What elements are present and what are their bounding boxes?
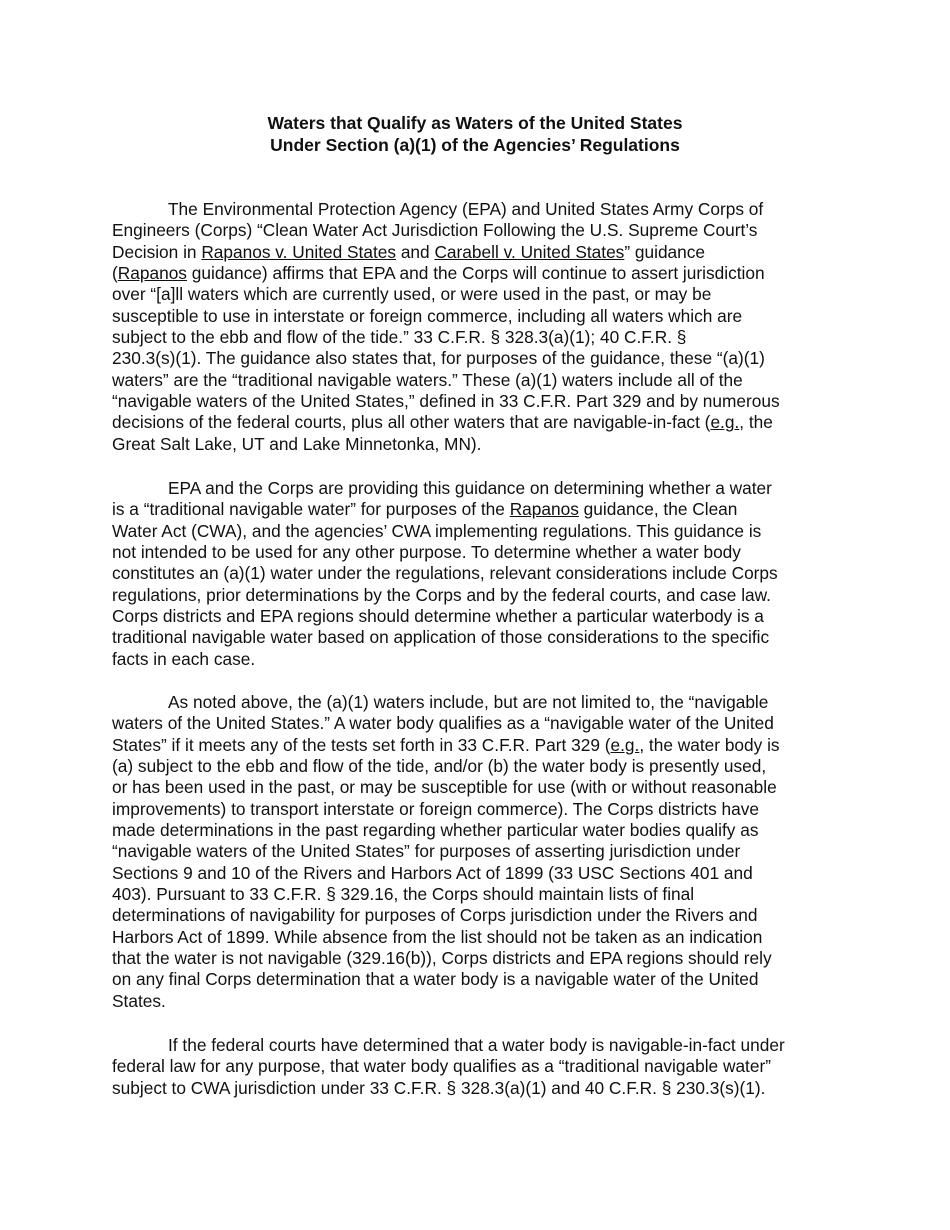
text-segment: determinations of navigability for purposes of Corps jurisdiction under the Rivers and — [112, 905, 758, 926]
text-segment: EPA and the Corps are providing this guidance on determining whether a water — [168, 478, 772, 498]
text-line — [112, 991, 838, 1012]
text-segment: is a “traditional navigable water” for purposes of the — [112, 499, 510, 520]
text-segment: If the federal courts have determined that a water body is navigable-in-fact under — [168, 1035, 785, 1055]
underlined-citation: Rapanos v. United States — [201, 241, 397, 262]
text-segment: made determinations in the past regarding whether particular water bodies qualify as — [112, 820, 759, 841]
text-line — [112, 756, 838, 777]
text-line — [112, 777, 838, 798]
text-line — [112, 242, 838, 263]
text-segment: on any final Corps determination that a water body is a navigable water of the United — [112, 969, 759, 990]
text-segment: guidance, the Clean — [578, 499, 738, 520]
text-segment: traditional navigable water based on application of those considerations to the specific — [112, 627, 770, 648]
text-segment: decisions of the federal courts, plus all other waters that are navigable-in-fact ( — [112, 412, 711, 433]
text-line — [112, 521, 838, 542]
underlined-citation: e.g. — [710, 412, 740, 433]
paragraph-1 — [112, 199, 838, 455]
text-segment: ” guidance — [624, 241, 706, 262]
text-line — [112, 1035, 838, 1056]
text-line — [112, 905, 838, 926]
text-segment: As noted above, the (a)(1) waters include, but are not limited to, the “navigable — [168, 692, 769, 712]
text-line — [112, 563, 838, 584]
text-segment: 403). Pursuant to 33 C.F.R. § 329.16, the Corps should maintain lists of final — [112, 884, 695, 905]
document-title — [112, 113, 838, 156]
text-line — [112, 606, 838, 627]
text-segment: not intended to be used for any other purpose. To determine whether a water body — [112, 542, 741, 563]
text-segment: facts in each case. — [112, 648, 256, 669]
text-segment: waters of the United States.” A water body qualifies as a “navigable water of the United — [112, 713, 774, 734]
underlined-citation: Rapanos — [117, 263, 187, 284]
text-segment: subject to CWA jurisdiction under 33 C.F.R. § 328.3(a)(1) and 40 C.F.R. § 230.3(s)(1). — [112, 1077, 766, 1098]
text-line — [112, 499, 838, 520]
text-line — [112, 627, 838, 648]
text-segment: Harbors Act of 1899. While absence from the list should not be taken as an indication — [112, 926, 763, 947]
text-segment: “navigable waters of the United States,” defined in 33 C.F.R. Part 329 and by numerous — [112, 391, 780, 412]
text-segment: 230.3(s)(1). The guidance also states that, for purposes of the guidance, these “(a)(1) — [112, 348, 765, 369]
text-line — [112, 263, 838, 284]
text-segment: , the water body is — [639, 734, 780, 755]
text-segment: “navigable waters of the United States” for purposes of asserting jurisdiction under — [112, 841, 741, 862]
text-line — [112, 863, 838, 884]
underlined-citation: e.g. — [610, 734, 640, 755]
text-line — [112, 478, 838, 499]
text-line — [112, 585, 838, 606]
text-line — [112, 1078, 838, 1099]
paragraph-2 — [112, 478, 838, 670]
paragraph-4 — [112, 1035, 838, 1099]
text-segment: Engineers (Corps) “Clean Water Act Jurisdiction Following the U.S. Supreme Court’s — [112, 220, 758, 241]
text-segment: federal law for any purpose, that water body qualifies as a “traditional navigable water” — [112, 1056, 771, 1077]
text-segment: susceptible to use in interstate or foreign commerce, including all waters which are — [112, 305, 743, 326]
text-segment: guidance) affirms that EPA and the Corps will continue to assert jurisdiction — [186, 263, 765, 284]
title-line-2: Under Section (a)(1) of the Agencies’ Regulations — [270, 134, 680, 155]
text-line — [112, 306, 838, 327]
text-segment: waters” are the “traditional navigable waters.” These (a)(1) waters include all of the — [112, 369, 743, 390]
text-line — [112, 841, 838, 862]
text-segment: States. — [112, 990, 166, 1011]
text-line — [112, 542, 838, 563]
text-line — [112, 284, 838, 305]
text-segment: Corps districts and EPA regions should determine whether a particular waterbody is a — [112, 606, 764, 627]
text-segment: Water Act (CWA), and the agencies’ CWA implementing regulations. This guidance is — [112, 520, 762, 541]
text-line — [112, 199, 838, 220]
text-segment: constitutes an (a)(1) water under the regulations, relevant considerations include Corps — [112, 563, 778, 584]
text-line — [112, 391, 838, 412]
text-line — [112, 1056, 838, 1077]
title-line-1: Waters that Qualify as Waters of the United States — [267, 113, 683, 133]
text-segment: Great Salt Lake, UT and Lake Minnetonka, MN). — [112, 433, 482, 454]
text-line — [112, 969, 838, 990]
text-segment: improvements) to transport interstate or foreign commerce). The Corps districts have — [112, 798, 760, 819]
text-segment: regulations, prior determinations by the Corps and by the federal courts, and case law. — [112, 584, 771, 605]
underlined-citation: Rapanos — [509, 499, 579, 520]
paragraph-3 — [112, 692, 838, 1012]
text-segment: ( — [112, 263, 118, 284]
text-segment: Sections 9 and 10 of the Rivers and Harbors Act of 1899 (33 USC Sections 401 and — [112, 862, 753, 883]
text-segment: or has been used in the past, or may be susceptible for use (with or without reasonable — [112, 777, 777, 798]
text-segment: Decision in — [112, 241, 202, 262]
text-line — [112, 370, 838, 391]
text-line — [112, 820, 838, 841]
text-line — [112, 927, 838, 948]
text-line — [112, 327, 838, 348]
text-segment: States” if it meets any of the tests set forth in 33 C.F.R. Part 329 ( — [112, 734, 611, 755]
text-line — [112, 692, 838, 713]
text-segment: (a) subject to the ebb and flow of the tide, and/or (b) the water body is presently used, — [112, 756, 767, 777]
text-segment: The Environmental Protection Agency (EPA) and United States Army Corps of — [168, 199, 764, 219]
text-line — [112, 884, 838, 905]
text-line — [112, 220, 838, 241]
text-line — [112, 799, 838, 820]
underlined-citation: Carabell v. United States — [434, 241, 625, 262]
text-line — [112, 649, 838, 670]
text-line — [112, 412, 838, 433]
text-line — [112, 713, 838, 734]
text-line — [112, 735, 838, 756]
text-segment: that the water is not navigable (329.16(b)), Corps districts and EPA regions should rely — [112, 948, 772, 969]
text-segment: and — [396, 241, 435, 262]
text-line — [112, 348, 838, 369]
text-segment: over “[a]ll waters which are currently used, or were used in the past, or may be — [112, 284, 712, 305]
text-line — [112, 434, 838, 455]
text-segment: , the — [739, 412, 773, 433]
text-line — [112, 948, 838, 969]
text-segment: subject to the ebb and flow of the tide.” 33 C.F.R. § 328.3(a)(1); 40 C.F.R. § — [112, 327, 687, 348]
